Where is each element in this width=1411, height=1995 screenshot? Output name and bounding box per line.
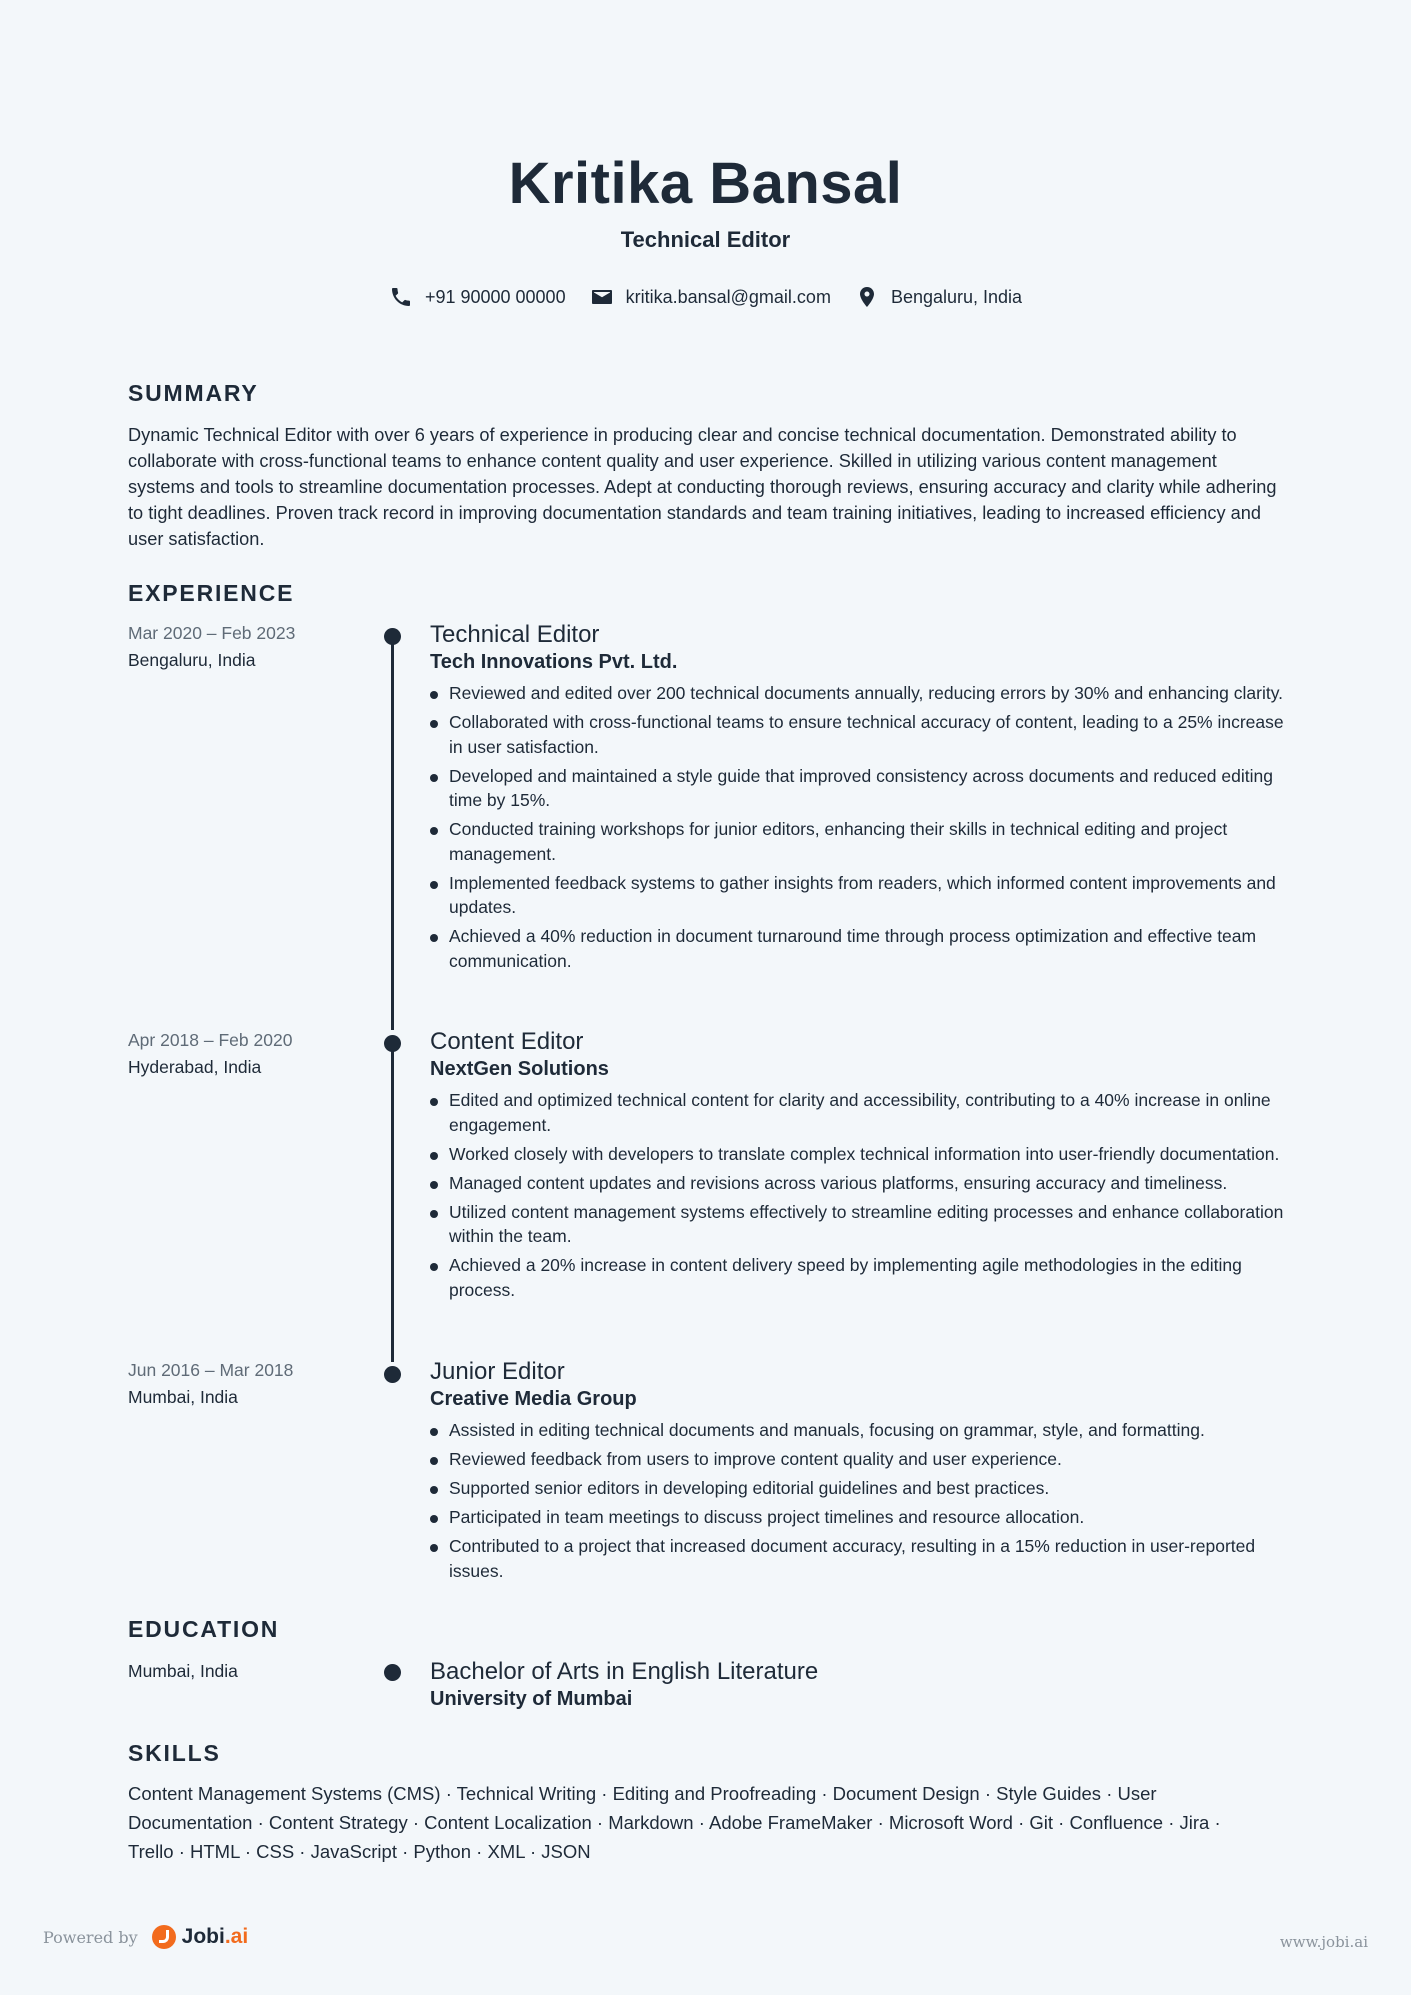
location-pin-icon — [855, 285, 879, 309]
candidate-name: Kritika Bansal — [508, 151, 903, 216]
job-bullets — [430, 1418, 1290, 1583]
job-dates: Jun 2016 – Mar 2018 — [128, 1360, 294, 1380]
job-meta — [128, 620, 295, 674]
timeline-dot — [384, 628, 401, 645]
job-company: Tech Innovations Pvt. Ltd. — [430, 651, 678, 673]
education-location: Mumbai, India — [128, 1661, 238, 1681]
footer-branding — [43, 1925, 248, 1949]
bullet-item: Collaborated with cross-functional teams to ensure technical accuracy of content, leading to a 25% increase in user satisfaction. — [430, 710, 1290, 759]
timeline-dot — [384, 1366, 401, 1383]
experience-heading: EXPERIENCE — [128, 580, 295, 606]
bullet-item: Conducted training workshops for junior editors, enhancing their skills in technical editing and project management. — [430, 817, 1290, 866]
job-entry — [430, 1358, 1290, 1588]
job-entry — [430, 1028, 1290, 1307]
bullet-item: Reviewed feedback from users to improve content quality and user experience. — [430, 1447, 1290, 1472]
phone-icon — [389, 285, 413, 309]
timeline-line — [391, 636, 394, 1030]
brand-name: Jobi — [181, 1925, 225, 1948]
education-degree: Bachelor of Arts in English Literature — [430, 1658, 819, 1685]
bullet-item: Reviewed and edited over 200 technical documents annually, reducing errors by 30% and enhancing clarity. — [430, 681, 1290, 706]
education-meta — [128, 1658, 238, 1685]
candidate-title: Technical Editor — [620, 227, 791, 252]
job-dates: Apr 2018 – Feb 2020 — [128, 1030, 293, 1050]
job-meta — [128, 1027, 292, 1081]
bullet-item: Developed and maintained a style guide that improved consistency across documents and reduced editing time by 15%. — [430, 764, 1290, 813]
job-location: Hyderabad, India — [128, 1057, 262, 1077]
contact-phone[interactable] — [389, 285, 566, 309]
education-entry — [430, 1658, 1290, 1718]
job-entry — [430, 621, 1290, 978]
job-role: Technical Editor — [430, 621, 600, 648]
contact-email[interactable] — [590, 285, 831, 309]
contact-location — [855, 285, 1022, 309]
job-bullets — [430, 1088, 1290, 1302]
bullet-item: Supported senior editors in developing editorial guidelines and best practices. — [430, 1476, 1290, 1501]
education-school: University of Mumbai — [430, 1688, 633, 1710]
email-text: kritika.bansal@gmail.com — [625, 286, 831, 307]
bullet-item: Edited and optimized technical content for clarity and accessibility, contributing to a 40% increase in online engagement. — [430, 1088, 1290, 1137]
brand-logo[interactable] — [152, 1925, 249, 1949]
summary-text: Dynamic Technical Editor with over 6 years of experience in producing clear and concise technical documentation. Demonstrated ability to collaborate with cross-functional teams to enhance content quality and user experience. Skilled in utilizing various content management systems and tools to streamline documentation processes. Adept at conducting thorough reviews, ensuring accuracy and clarity while adhering to tight deadlines. Proven track record in improving documentation standards and team training initiatives, leading to increased efficiency and user satisfaction. — [128, 425, 1277, 549]
bullet-item: Worked closely with developers to translate complex technical information into user-friendly documentation. — [430, 1142, 1290, 1167]
location-text: Bengaluru, India — [890, 286, 1023, 307]
mail-icon — [590, 285, 614, 309]
education-heading: EDUCATION — [128, 1616, 280, 1642]
timeline-dot — [384, 1664, 401, 1681]
bullet-item: Participated in team meetings to discuss project timelines and resource allocation. — [430, 1505, 1290, 1530]
contact-bar — [0, 285, 1411, 309]
bullet-item: Assisted in editing technical documents and manuals, focusing on grammar, style, and formatting. — [430, 1418, 1290, 1443]
bullet-item: Managed content updates and revisions across various platforms, ensuring accuracy and timeliness. — [430, 1171, 1290, 1196]
bullet-item: Implemented feedback systems to gather insights from readers, which informed content improvements and updates. — [430, 871, 1290, 920]
powered-by-text: Powered by — [43, 1927, 138, 1947]
job-bullets — [430, 681, 1290, 973]
job-dates: Mar 2020 – Feb 2023 — [128, 623, 296, 643]
brand-suffix: .ai — [224, 1925, 249, 1948]
timeline-dot — [384, 1035, 401, 1052]
bullet-item: Utilized content management systems effectively to streamline editing processes and enhance collaboration within the team. — [430, 1200, 1290, 1249]
bullet-item: Achieved a 40% reduction in document turnaround time through process optimization and effective team communication. — [430, 924, 1290, 973]
footer-website-link[interactable]: www.jobi.ai — [1279, 1933, 1368, 1951]
jobi-logo-icon — [152, 1925, 176, 1949]
job-company: NextGen Solutions — [430, 1058, 609, 1080]
skills-list: Content Management Systems (CMS) · Technical Writing · Editing and Proofreading · Document Design · Style Guides · User Documentation · Content Strategy · Content Localization · Markdown · Adobe FrameMaker · Microsoft Word · Git · Confluence · Jira · Trello · HTML · CSS · JavaScript · Python · XML · JSON — [128, 1783, 1221, 1862]
phone-text: +91 90000 00000 — [424, 286, 566, 307]
job-location: Bengaluru, India — [128, 650, 256, 670]
job-meta — [128, 1357, 293, 1411]
timeline-line — [391, 1043, 394, 1362]
job-role: Content Editor — [430, 1028, 584, 1055]
summary-heading: SUMMARY — [128, 380, 259, 406]
bullet-item: Achieved a 20% increase in content delivery speed by implementing agile methodologies in the editing process. — [430, 1253, 1290, 1302]
skills-heading: SKILLS — [128, 1740, 221, 1766]
job-company: Creative Media Group — [430, 1388, 637, 1410]
bullet-item: Contributed to a project that increased document accuracy, resulting in a 15% reduction in user-reported issues. — [430, 1534, 1290, 1583]
job-role: Junior Editor — [430, 1358, 565, 1385]
job-location: Mumbai, India — [128, 1387, 238, 1407]
